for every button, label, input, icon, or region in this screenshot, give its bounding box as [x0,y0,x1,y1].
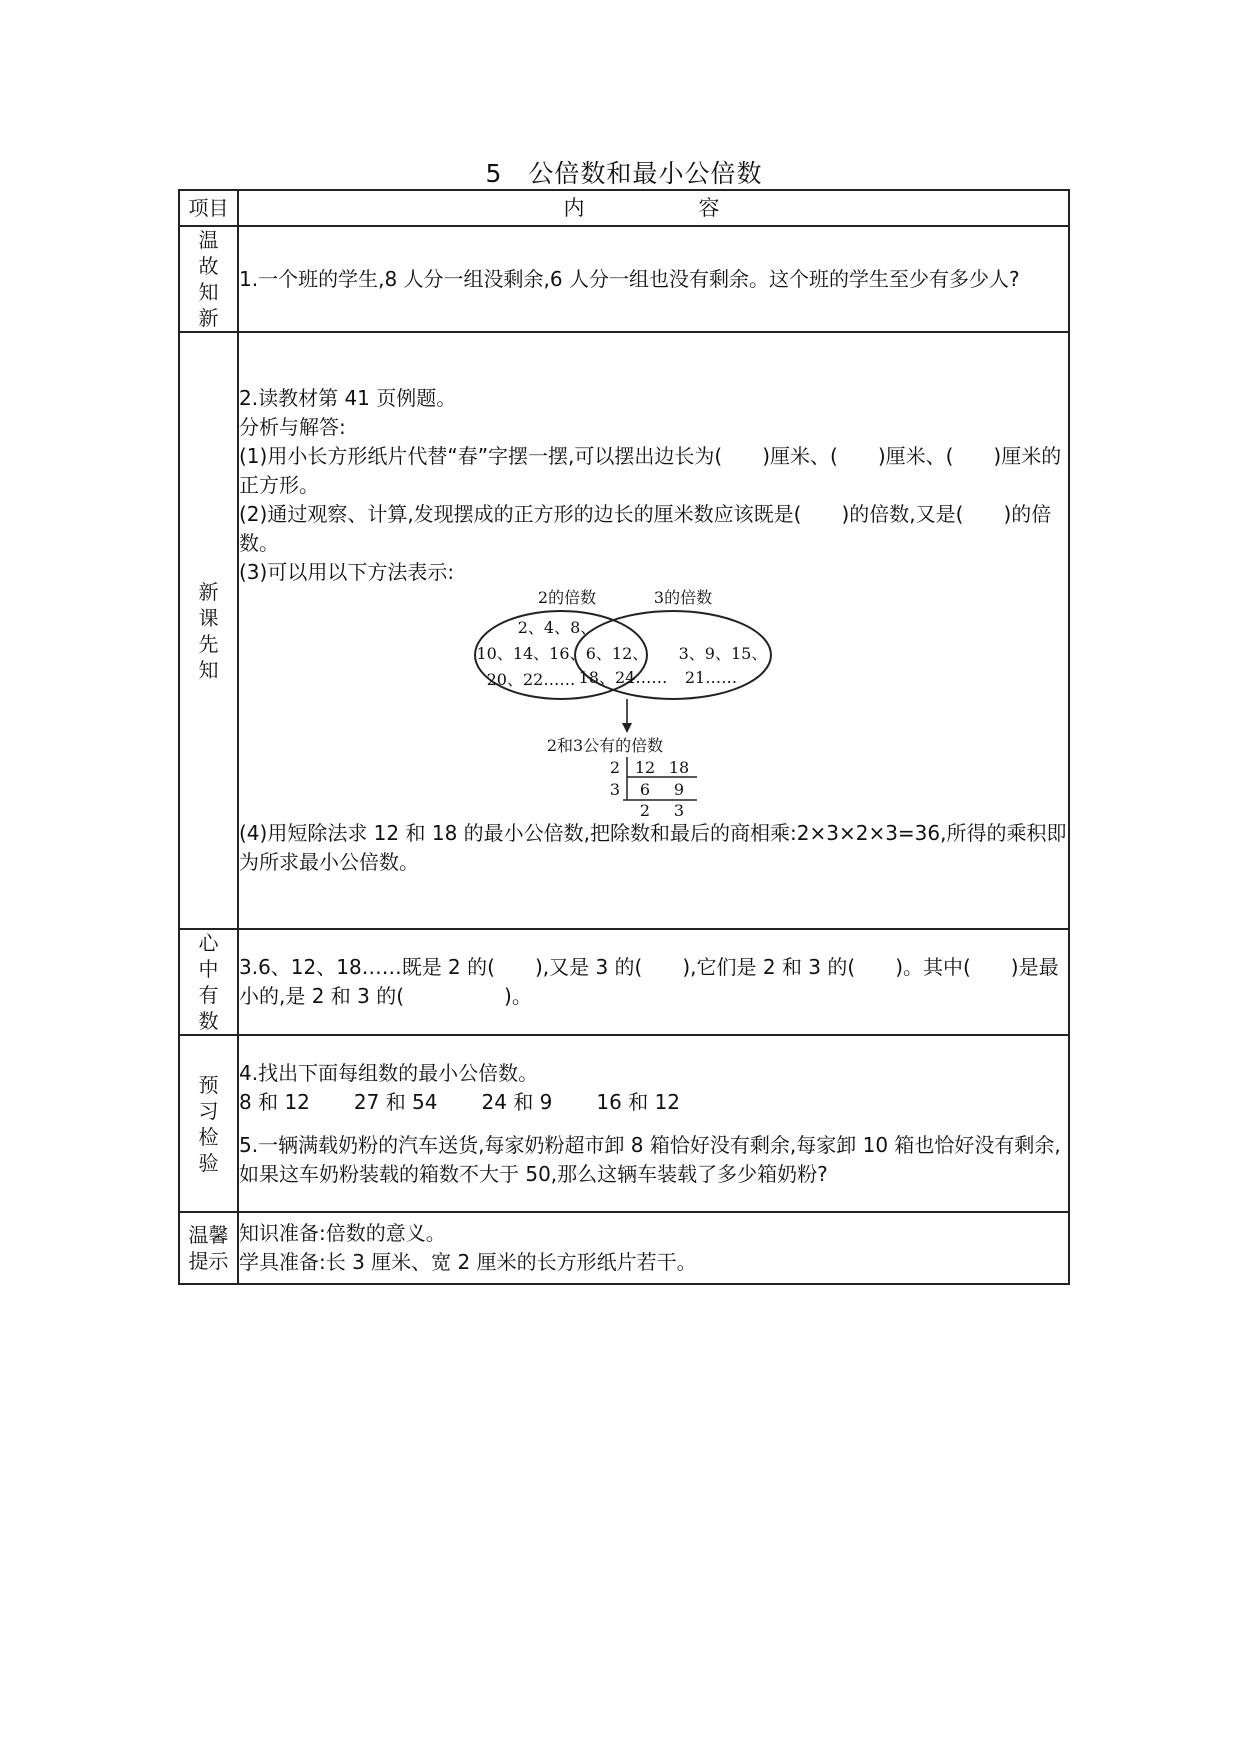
division-number: 12 [634,758,656,777]
check-content [238,1035,1069,1212]
preview-content [238,332,1069,929]
left-only-line: 20、22…… [486,670,576,689]
division-divisor: 2 [609,758,621,777]
mind-label: 心 中 有 数 [179,929,238,1035]
right-only-line: 21…… [684,668,738,687]
arrow-head [622,723,632,733]
check-label: 预 习 检 验 [179,1035,238,1212]
pair-item: 24 和 9 [481,1089,553,1114]
common-multiples-label: 2和3公有的倍数 [546,736,664,755]
preview-label: 新 课 先 知 [179,332,238,929]
item-1: (1)用小长方形纸片代替“春”字摆一摆,可以摆出边长为( )厘米、( )厘米、( )厘米的正方形。 [239,444,1062,497]
left-only-line: 10、14、16、 [476,644,586,663]
preview-row [179,332,1069,929]
common-line: 6、12、 [585,644,649,663]
question-1: 1.一个班的学生,8 人分一组没剩余,6 人分一组也没有剩余。这个班的学生至少有多少人? [239,266,1020,291]
question-2: 2.读教材第 41 页例题。 [239,386,457,410]
header-row [179,190,1069,226]
right-set-title: 3的倍数 [653,588,713,607]
division-quotient: 2 [639,801,651,819]
division-number: 9 [673,780,685,799]
header-content-cell: 内 容 [238,190,1069,226]
question-5: 5.一辆满载奶粉的汽车送货,每家奶粉超市卸 8 箱恰好没有剩余,每家卸 10 箱也恰好没有剩余,如果这车奶粉装载的箱数不大于 50,那么这辆车装载了多少箱奶粉? [239,1132,1061,1186]
mind-content [238,929,1069,1035]
left-only-line: 2、4、8、 [517,618,597,637]
pair-item: 8 和 12 [239,1089,310,1114]
tip-knowledge: 知识准备:倍数的意义。 [239,1221,446,1245]
question-3: 3.6、12、18……既是 2 的( ),又是 3 的( ),它们是 2 和 3 的( )。其中( )是最小的,是 2 和 3 的( )。 [239,955,1059,1008]
header-item-cell: 项目 [179,190,238,226]
item-4: (4)用短除法求 12 和 18 的最小公倍数,把除数和最后的商相乘:2×3×2×3=36,所得的乘积即为所求最小公倍数。 [239,821,1067,874]
mind-row [179,929,1069,1035]
division-quotient: 3 [673,801,685,819]
common-line: 18、24…… [578,668,668,687]
question-4: 4.找出下面每组数的最小公倍数。 [239,1060,539,1085]
tips-label: 温馨 提示 [179,1212,238,1284]
right-only-line: 3、9、15、 [678,644,768,663]
pair-item: 27 和 54 [353,1089,438,1114]
pair-item: 16 和 12 [596,1089,681,1114]
tips-row [179,1212,1069,1284]
check-row [179,1035,1069,1212]
review-row [179,226,1069,332]
page-title: 5 公倍数和最小公倍数 [485,159,763,188]
venn-diagram [471,587,831,819]
division-number: 18 [668,758,690,777]
item-2: (2)通过观察、计算,发现摆成的正方形的边长的厘米数应该既是( )的倍数,又是( )的倍数。 [239,502,1052,555]
division-number: 6 [639,780,651,799]
venn-svg [471,587,831,819]
review-label: 温 故 知 新 [179,226,238,332]
tip-materials: 学具准备:长 3 厘米、宽 2 厘米的长方形纸片若干。 [239,1250,697,1274]
question-4-items [239,1088,1068,1117]
worksheet-table [178,189,1070,1285]
item-3: (3)可以用以下方法表示: [239,560,455,584]
review-content [238,226,1069,332]
tips-content [238,1212,1069,1284]
division-divisor: 3 [609,780,621,799]
left-set-title: 2的倍数 [537,588,597,607]
analysis-heading: 分析与解答: [239,415,346,439]
